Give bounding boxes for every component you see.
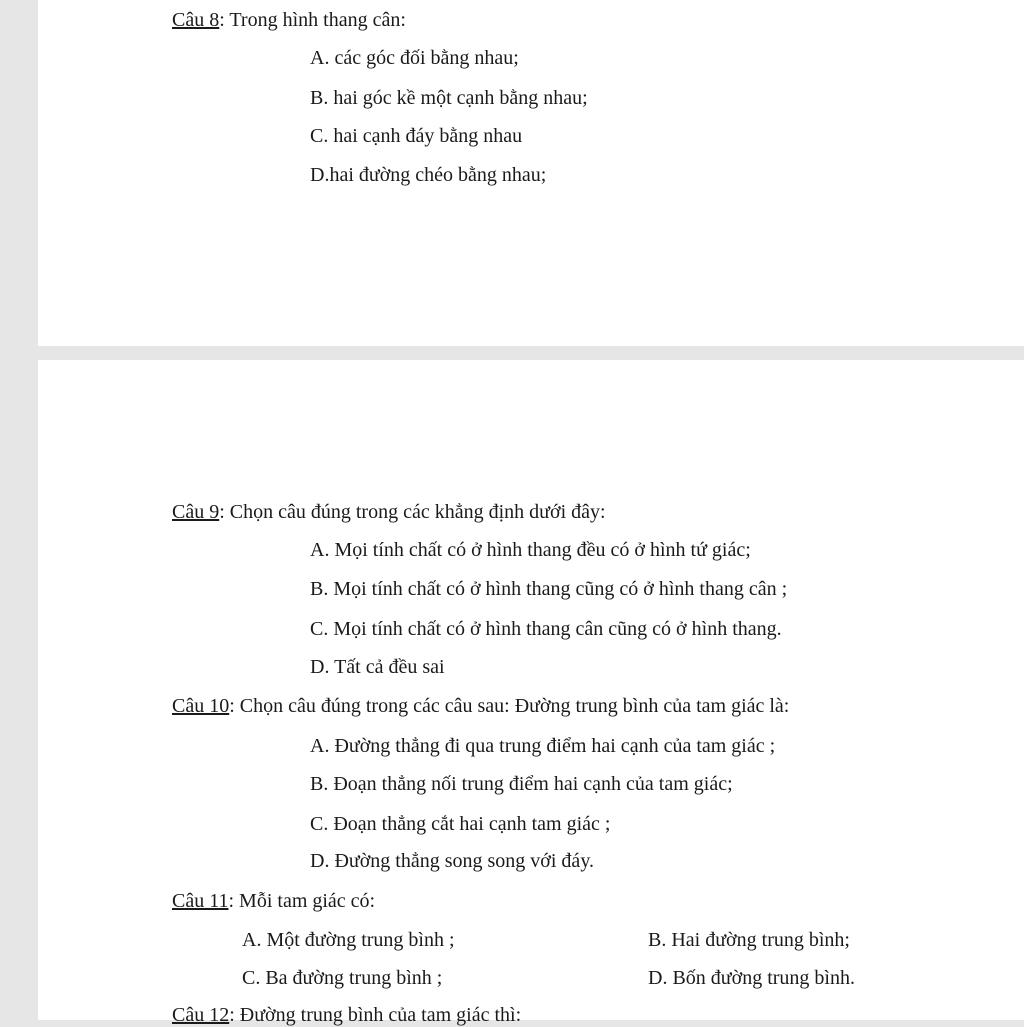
question-10-option-c: C. Đoạn thẳng cắt hai cạnh tam giác ;: [310, 813, 611, 835]
question-8-option-c: C. hai cạnh đáy bằng nhau: [310, 125, 523, 147]
question-8-option-b: B. hai góc kề một cạnh bằng nhau;: [310, 87, 588, 109]
question-8-option-a: A. các góc đối bằng nhau;: [310, 47, 519, 69]
question-10-option-d: D. Đường thẳng song song với đáy.: [310, 850, 595, 872]
question-11-option-c: C. Ba đường trung bình ;: [242, 967, 443, 989]
question-10-option-b: B. Đoạn thẳng nối trung điểm hai cạnh của tam giác;: [310, 773, 733, 795]
question-11-stem: [172, 889, 375, 913]
question-12-stem: [172, 1003, 521, 1027]
question-text: : Đường trung bình của tam giác thì:: [229, 1004, 522, 1026]
question-9-option-b: B. Mọi tính chất có ở hình thang cũng có ở hình thang cân ;: [310, 578, 788, 600]
question-10-stem: [172, 694, 789, 718]
question-text: : Chọn câu đúng trong các câu sau: Đường trung bình của tam giác là:: [229, 695, 790, 717]
question-text: : Mỗi tam giác có:: [228, 890, 376, 912]
question-11-option-a: A. Một đường trung bình ;: [242, 929, 455, 951]
question-number: Câu 12: [172, 1004, 230, 1026]
question-11-option-b: B. Hai đường trung bình;: [648, 929, 850, 951]
question-number: Câu 9: [172, 501, 220, 523]
question-number: Câu 10: [172, 695, 230, 717]
question-number: Câu 8: [172, 9, 220, 31]
document-page-bottom: [38, 360, 1024, 1020]
question-text: : Trong hình thang cân:: [219, 9, 406, 31]
question-text: : Chọn câu đúng trong các khẳng định dưới đây:: [219, 501, 606, 523]
question-9-option-c: C. Mọi tính chất có ở hình thang cân cũng có ở hình thang.: [310, 618, 782, 640]
question-9-option-d: D. Tất cả đều sai: [310, 656, 445, 678]
question-9-stem: [172, 500, 606, 524]
question-11-option-d: D. Bốn đường trung bình.: [648, 967, 855, 989]
question-number: Câu 11: [172, 890, 229, 912]
question-8-option-d: D.hai đường chéo bằng nhau;: [310, 164, 547, 186]
question-8-stem: [172, 8, 406, 32]
question-9-option-a: A. Mọi tính chất có ở hình thang đều có ở hình tứ giác;: [310, 539, 751, 561]
question-10-option-a: A. Đường thẳng đi qua trung điểm hai cạnh của tam giác ;: [310, 735, 776, 757]
